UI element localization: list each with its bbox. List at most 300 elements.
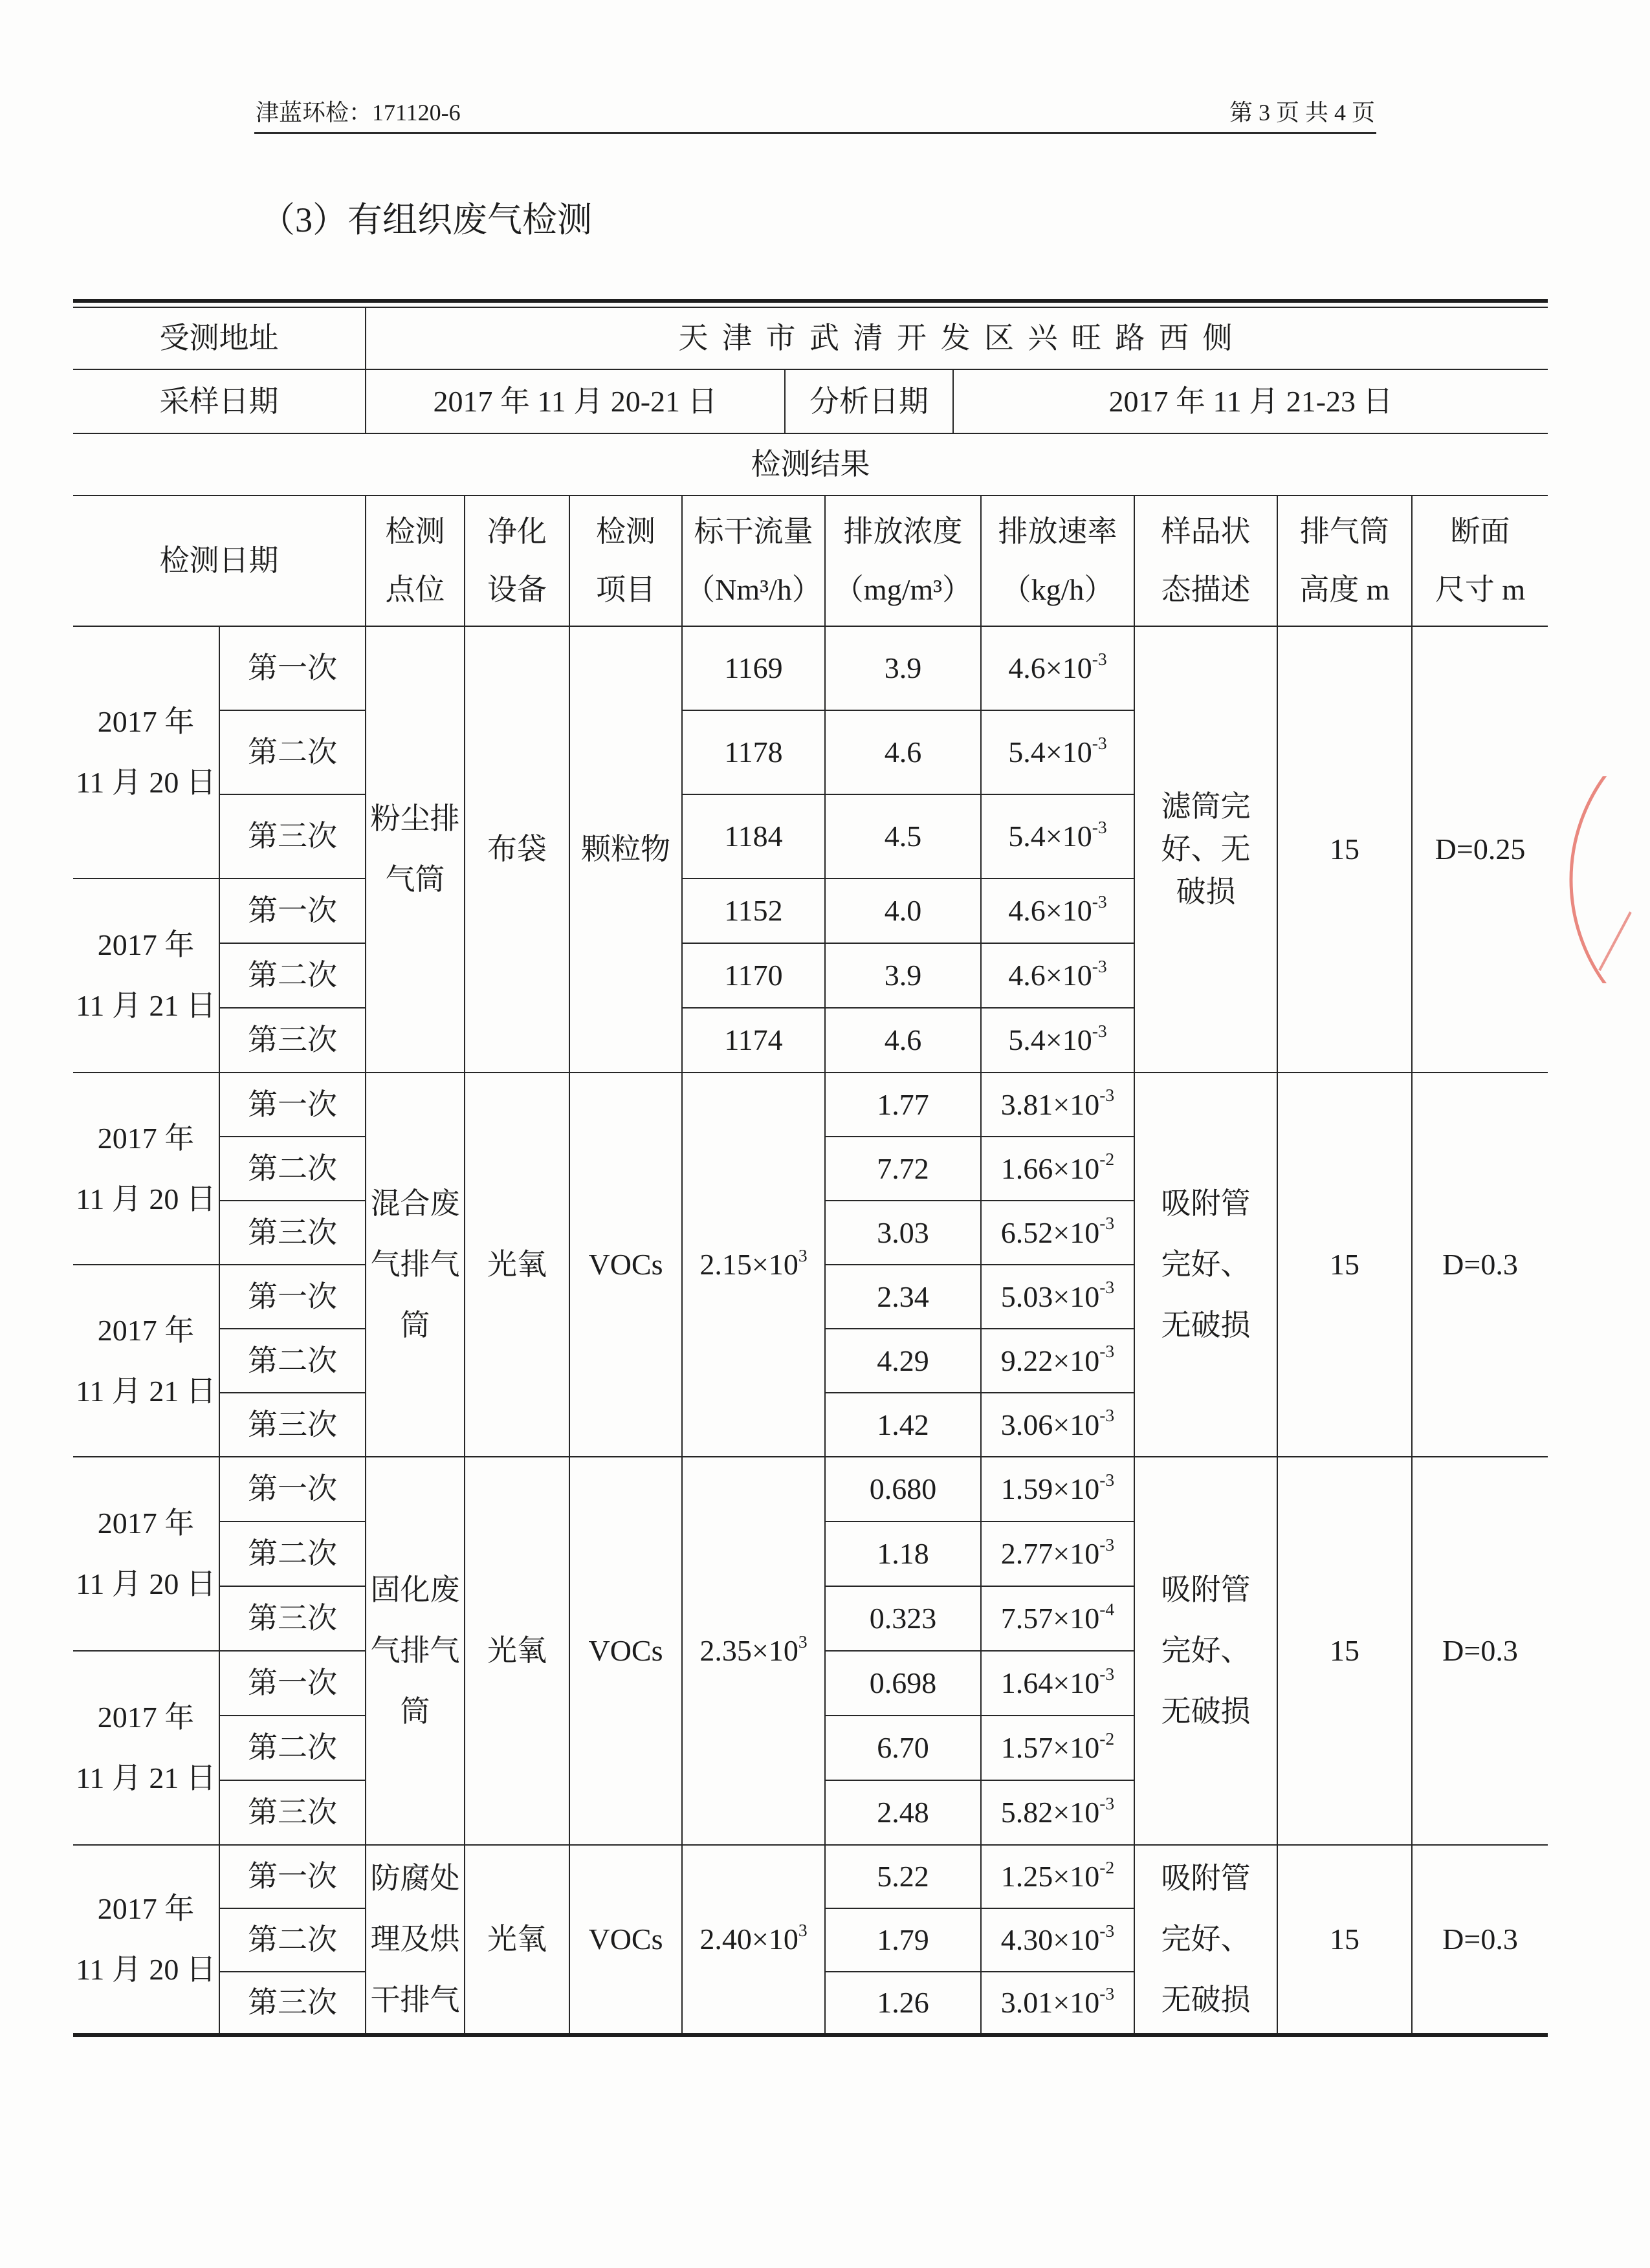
run-cell [219,1908,366,1972]
col-header-equipment-line: 净化 [487,515,547,548]
concentration-text: 2.48 [877,1796,929,1829]
stack-height-cell [1277,1457,1412,1845]
equipment-text: 光氧 [487,1248,547,1281]
run-text: 第三次 [248,1408,337,1441]
run-cell [219,878,366,943]
date-line: 11 月 21 日 [76,1761,216,1794]
concentration-cell [825,943,981,1008]
measurement-rows [73,626,1548,2035]
stack-height-cell [1277,1073,1412,1457]
rate-cell [981,1457,1134,1521]
col-header-item-line: 项目 [596,573,655,606]
run-cell [219,943,366,1008]
section-size-text: D=0.3 [1442,1923,1518,1956]
run-text: 第一次 [248,1472,337,1506]
results-heading: 检测结果 [73,433,1548,496]
concentration-text: 4.0 [884,894,922,928]
col-header-concentration-line: 排放浓度 [843,515,963,548]
run-cell [219,1329,366,1393]
sampling-date-label: 采样日期 [73,369,366,433]
point-line: 理及烘 [370,1923,460,1956]
table-row [73,1073,1548,1137]
state-line: 破损 [1176,875,1236,908]
concentration-text: 6.70 [877,1731,929,1765]
concentration-cell [825,626,981,710]
rate-mantissa: 1.64×10 [1000,1666,1100,1700]
concentration-text: 0.698 [869,1666,937,1700]
item-cell [569,1457,682,1845]
rate-cell [981,1073,1134,1137]
rate-mantissa: 4.6×10 [1008,894,1092,928]
col-header-flow-line: 标干流量 [694,515,813,548]
section-size-cell [1412,1845,1548,2035]
state-cell [1134,626,1277,1073]
table-top-rule [73,299,1548,303]
run-text: 第一次 [248,1860,337,1893]
run-cell [219,1651,366,1716]
column-header-row [73,496,1548,626]
flow-text: 1178 [724,736,783,769]
table-row [73,1457,1548,1521]
seal-fragment [1553,776,1650,983]
point-cell [366,1073,465,1457]
rate-cell [981,1137,1134,1201]
flow-cell [682,1008,825,1073]
run-text: 第一次 [248,1666,337,1700]
point-line: 混合废 [370,1187,460,1220]
equipment-cell [465,626,569,1073]
measurement-table [73,496,1548,2037]
concentration-text: 1.42 [877,1408,929,1441]
concentration-text: 0.323 [869,1602,937,1635]
run-cell [219,794,366,878]
run-text: 第一次 [248,1280,337,1313]
flow-cell [682,1845,825,2035]
concentration-cell [825,794,981,878]
flow-text: 1169 [724,651,783,685]
info-table [73,307,1548,496]
col-header-stack-height-line: 排气筒 [1300,515,1389,548]
state-line: 完好、 [1161,1923,1251,1956]
run-text: 第一次 [248,651,337,685]
col-header-flow [682,496,825,626]
rate-exponent: -3 [1099,1085,1115,1106]
run-cell [219,1393,366,1457]
equipment-text: 布袋 [487,833,547,866]
rate-cell [981,626,1134,710]
state-line: 无破损 [1161,1983,1251,2016]
concentration-cell [825,1329,981,1393]
concentration-cell [825,710,981,794]
col-header-concentration-unit: （mg/m³） [833,573,973,606]
flow-text: 1184 [724,820,783,853]
concentration-text: 1.79 [877,1923,929,1957]
date-line: 2017 年 [97,928,195,961]
rate-exponent: -3 [1099,1534,1115,1554]
item-text: VOCs [588,1634,663,1668]
col-header-stack-height [1277,496,1412,626]
point-line: 气排气 [370,1248,460,1281]
results-heading-row [73,433,1548,496]
concentration-text: 4.6 [884,736,922,769]
rate-cell [981,1586,1134,1651]
rate-mantissa: 5.03×10 [1000,1280,1100,1313]
flow-text: 1174 [724,1023,783,1057]
date-line: 2017 年 [97,1701,195,1734]
point-line: 气筒 [385,863,445,896]
point-line: 固化废 [370,1573,460,1606]
col-header-point [366,496,465,626]
stack-height-cell [1277,1845,1412,2035]
rate-mantissa: 5.4×10 [1008,1023,1092,1057]
rate-cell [981,1265,1134,1329]
rate-mantissa: 1.66×10 [1000,1151,1100,1185]
stack-height-text: 15 [1330,1634,1359,1668]
run-text: 第二次 [248,736,337,769]
run-text: 第二次 [248,1151,337,1185]
rate-mantissa: 4.6×10 [1008,959,1092,992]
report-number: 津蓝环检：171120-6 [256,100,461,125]
rate-mantissa: 2.77×10 [1000,1537,1100,1571]
equipment-text: 光氧 [487,1923,547,1956]
flow-cell [682,943,825,1008]
state-line: 吸附管 [1161,1862,1251,1895]
concentration-cell [825,1845,981,1908]
flow-cell [682,1073,825,1457]
run-cell [219,1972,366,2035]
col-header-item [569,496,682,626]
rate-exponent: -3 [1099,1405,1115,1426]
flow-cell [682,626,825,710]
rate-exponent: -3 [1092,732,1107,753]
point-cell [366,1457,465,1845]
state-cell [1134,1073,1277,1457]
section-title: （3）有组织废气检测 [260,201,592,239]
concentration-text: 0.680 [869,1472,937,1506]
run-text: 第二次 [248,959,337,992]
concentration-text: 1.18 [877,1537,929,1571]
rate-exponent: -2 [1099,1149,1115,1170]
run-cell [219,1521,366,1586]
flow-cell [682,710,825,794]
concentration-cell [825,1073,981,1137]
sampling-date-value: 2017 年 11 月 20-21 日 [366,369,785,433]
concentration-cell [825,1008,981,1073]
rate-mantissa: 1.59×10 [1000,1472,1100,1506]
rate-exponent: -3 [1099,1277,1115,1298]
running-header [256,97,1375,128]
state-line: 完好、 [1161,1248,1251,1281]
address-value: 天 津 市 武 清 开 发 区 兴 旺 路 西 侧 [366,307,1548,369]
concentration-cell [825,1780,981,1845]
stack-height-text: 15 [1330,833,1359,866]
point-line: 筒 [400,1695,430,1728]
rate-cell [981,1201,1134,1265]
col-header-sample-state-line: 样品状 [1161,515,1251,548]
concentration-cell [825,1457,981,1521]
analysis-date-label: 分析日期 [785,369,953,433]
flow-text: 1152 [724,894,783,928]
concentration-cell [825,1201,981,1265]
concentration-text: 1.26 [877,1986,929,2020]
col-header-rate-line: 排放速率 [998,515,1117,548]
run-text: 第三次 [248,1986,337,2020]
concentration-cell [825,1972,981,2035]
col-header-sample-state-line: 态描述 [1161,573,1251,606]
flow-exponent: 3 [798,1631,808,1652]
state-line: 滤筒完 [1161,790,1251,823]
date-cell [73,1651,219,1845]
rate-mantissa: 3.06×10 [1000,1408,1100,1441]
rate-exponent: -3 [1099,1213,1115,1234]
flow-mantissa: 2.35×10 [699,1634,798,1668]
col-header-sample-state [1134,496,1277,626]
date-cell [73,1265,219,1457]
concentration-cell [825,1586,981,1651]
run-text: 第三次 [248,1602,337,1635]
stack-height-text: 15 [1330,1923,1359,1956]
concentration-cell [825,1716,981,1780]
rate-cell [981,1329,1134,1393]
concentration-cell [825,1908,981,1972]
run-text: 第二次 [248,1731,337,1765]
rate-cell [981,1521,1134,1586]
date-cell [73,626,219,878]
run-text: 第一次 [248,1087,337,1121]
flow-exponent: 3 [798,1245,808,1265]
rate-mantissa: 3.81×10 [1000,1087,1100,1121]
rate-mantissa: 4.30×10 [1000,1923,1100,1957]
state-line: 吸附管 [1161,1187,1251,1220]
run-cell [219,1073,366,1137]
col-header-rate [981,496,1134,626]
stack-height-cell [1277,626,1412,1073]
run-cell [219,1008,366,1073]
date-line: 2017 年 [97,1892,195,1925]
rate-mantissa: 1.57×10 [1000,1731,1100,1765]
concentration-cell [825,1521,981,1586]
run-cell [219,1586,366,1651]
concentration-text: 7.72 [877,1151,929,1185]
run-cell [219,1137,366,1201]
date-line: 11 月 20 日 [76,1567,216,1600]
run-text: 第三次 [248,820,337,853]
col-header-equipment-line: 设备 [487,573,547,606]
state-line: 吸附管 [1161,1573,1251,1606]
point-line: 气排气 [370,1634,460,1667]
date-cell [73,1073,219,1265]
col-header-flow-unit: （Nm³/h） [685,573,822,606]
col-header-stack-height-line: 高度 m [1299,573,1390,606]
state-line: 无破损 [1161,1695,1251,1728]
date-line: 2017 年 [97,705,195,738]
flow-cell [682,878,825,943]
point-line: 粉尘排 [370,802,460,835]
equipment-cell [465,1845,569,2035]
rate-mantissa: 4.6×10 [1008,651,1092,685]
table-row [73,1845,1548,1908]
rate-mantissa: 5.4×10 [1008,820,1092,853]
section-size-text: D=0.25 [1435,833,1526,866]
run-text: 第三次 [248,1023,337,1057]
equipment-cell [465,1073,569,1457]
rate-mantissa: 9.22×10 [1000,1344,1100,1377]
run-cell [219,626,366,710]
item-cell [569,1845,682,2035]
run-cell [219,1845,366,1908]
run-text: 第三次 [248,1216,337,1249]
state-line: 好、无 [1161,833,1251,866]
concentration-cell [825,1265,981,1329]
state-line: 无破损 [1161,1309,1251,1342]
rate-exponent: -3 [1099,1920,1115,1941]
rate-cell [981,1716,1134,1780]
rate-mantissa: 7.57×10 [1000,1602,1100,1635]
date-line: 2017 年 [97,1507,195,1540]
stack-height-text: 15 [1330,1248,1359,1281]
equipment-cell [465,1457,569,1845]
equipment-text: 光氧 [487,1634,547,1668]
rate-exponent: -3 [1099,1341,1115,1362]
rate-exponent: -3 [1092,648,1107,669]
concentration-text: 4.6 [884,1023,922,1057]
rate-exponent: -3 [1092,816,1107,837]
concentration-cell [825,878,981,943]
col-header-point-line: 检测 [385,515,445,548]
section-size-text: D=0.3 [1442,1634,1518,1668]
run-cell [219,1457,366,1521]
concentration-text: 5.22 [877,1860,929,1893]
flow-cell [682,794,825,878]
concentration-cell [825,1137,981,1201]
rate-cell [981,1845,1134,1908]
rate-cell [981,794,1134,878]
rate-exponent: -3 [1092,955,1107,976]
rate-cell [981,1651,1134,1716]
point-cell [366,626,465,1073]
rate-cell [981,1393,1134,1457]
section-size-text: D=0.3 [1442,1248,1518,1281]
concentration-text: 4.5 [884,820,922,853]
concentration-text: 3.9 [884,651,922,685]
run-text: 第二次 [248,1923,337,1957]
address-label: 受测地址 [73,307,366,369]
section-size-cell [1412,626,1548,1073]
rate-cell [981,1908,1134,1972]
date-line: 11 月 20 日 [76,1182,216,1216]
rate-cell [981,878,1134,943]
item-text: VOCs [588,1248,663,1281]
rate-cell [981,943,1134,1008]
run-cell [219,1265,366,1329]
flow-cell [682,1457,825,1845]
rate-exponent: -3 [1099,1663,1115,1684]
rate-mantissa: 6.52×10 [1000,1216,1100,1249]
date-cell [73,1845,219,2035]
flow-text: 1170 [724,959,783,992]
col-header-equipment [465,496,569,626]
date-line: 11 月 21 日 [76,989,216,1022]
rate-exponent: -2 [1099,1728,1115,1749]
results-table [73,299,1548,2037]
item-cell [569,626,682,1073]
state-line: 完好、 [1161,1634,1251,1667]
concentration-text: 4.29 [877,1344,929,1377]
table-row [73,626,1548,710]
rate-mantissa: 5.82×10 [1000,1796,1100,1829]
date-line: 11 月 20 日 [76,766,216,799]
state-cell [1134,1457,1277,1845]
rate-cell [981,1008,1134,1073]
rate-exponent: -3 [1092,891,1107,911]
concentration-text: 3.9 [884,959,922,992]
header-rule [254,132,1376,134]
page-number: 第 3 页 共 4 页 [1229,100,1375,125]
rate-mantissa: 3.01×10 [1000,1986,1100,2020]
rate-cell [981,710,1134,794]
section-size-cell [1412,1457,1548,1845]
rate-exponent: -3 [1092,1020,1107,1041]
col-header-rate-unit: （kg/h） [1001,573,1114,606]
point-line: 防腐处 [370,1862,460,1895]
run-cell [219,1780,366,1845]
concentration-text: 3.03 [877,1216,929,1249]
run-text: 第三次 [248,1796,337,1829]
rate-exponent: -3 [1099,1469,1115,1490]
run-cell [219,710,366,794]
rate-exponent: -3 [1099,1793,1115,1813]
col-header-section-size-line: 断面 [1450,515,1510,548]
concentration-cell [825,1393,981,1457]
col-header-section-size-line: 尺寸 m [1435,573,1526,606]
item-text: VOCs [588,1923,663,1956]
date-cell [73,878,219,1073]
concentration-text: 2.34 [877,1280,929,1313]
col-header-point-line: 点位 [385,573,445,606]
run-text: 第一次 [248,894,337,928]
concentration-cell [825,1651,981,1716]
rate-mantissa: 5.4×10 [1008,736,1092,769]
section-size-cell [1412,1073,1548,1457]
rate-cell [981,1780,1134,1845]
run-cell [219,1201,366,1265]
rate-cell [981,1972,1134,2035]
rate-exponent: -2 [1099,1857,1115,1877]
address-row [73,307,1548,369]
date-line: 2017 年 [97,1313,195,1347]
state-cell [1134,1845,1277,2035]
date-row [73,369,1548,433]
point-line: 干排气 [370,1983,460,2016]
analysis-date-value: 2017 年 11 月 21-23 日 [953,369,1548,433]
item-cell [569,1073,682,1457]
date-cell [73,1457,219,1651]
date-line: 11 月 20 日 [76,1953,216,1986]
col-header-date [73,496,366,626]
flow-mantissa: 2.40×10 [699,1923,798,1956]
date-line: 11 月 21 日 [76,1374,216,1408]
point-cell [366,1845,465,2035]
rate-exponent: -3 [1099,1983,1115,2003]
flow-exponent: 3 [798,1919,808,1940]
run-text: 第二次 [248,1537,337,1571]
rate-exponent: -4 [1099,1598,1115,1619]
col-header-item-line: 检测 [596,515,655,548]
item-text: 颗粒物 [581,833,670,866]
rate-mantissa: 1.25×10 [1000,1860,1100,1893]
run-cell [219,1716,366,1780]
date-line: 2017 年 [97,1121,195,1155]
